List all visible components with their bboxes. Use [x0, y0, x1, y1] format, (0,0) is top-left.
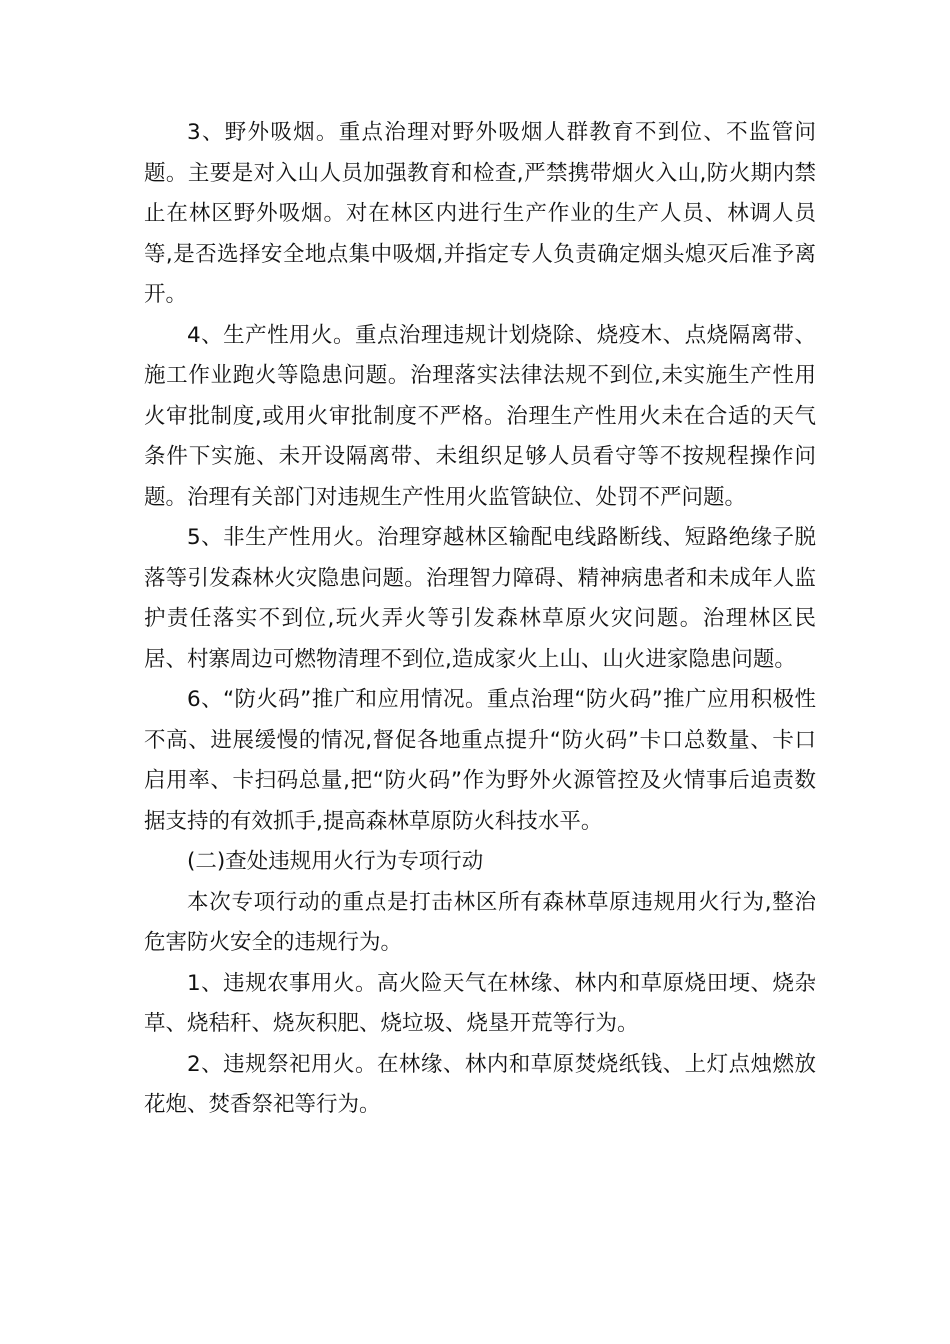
paragraph-item-4-production-fire: 4、生产性用火。重点治理违规计划烧除、烧疫木、点烧隔离带、施工作业跑火等隐患问题。治理落实法律法规不到位,未实施生产性用火审批制度,或用火审批制度不严格。治理生产性用火未在合适的天气条件下实施、未开设隔离带、未组织足够人员看守等不按规程操作问题。治理有关部门对违规生产性用火监管缺位、处罚不严问题。	[144, 322, 816, 510]
paragraph-item-5-non-production-fire: 5、非生产性用火。治理穿越林区输配电线路断线、短路绝缘子脱落等引发森林火灾隐患问题。治理智力障碍、精神病患者和未成年人监护责任落实不到位,玩火弄火等引发森林草原火灾问题。治理林区民居、村寨周边可燃物清理不到位,造成家火上山、山火进家隐患问题。	[144, 525, 816, 672]
paragraph-action-focus: 本次专项行动的重点是打击林区所有森林草原违规用火行为,整治危害防火安全的违规行为。	[144, 889, 816, 955]
section-heading-special-action: (二)查处违规用火行为专项行动	[187, 849, 484, 874]
paragraph-item-3-outdoor-smoking: 3、野外吸烟。重点治理对野外吸烟人群教育不到位、不监管问题。主要是对入山人员加强教育和检查,严禁携带烟火入山,防火期内禁止在林区野外吸烟。对在林区内进行生产作业的生产人员、林调人员等,是否选择安全地点集中吸烟,并指定专人负责确定烟头熄灭后准予离开。	[144, 120, 816, 307]
document-body	[144, 113, 816, 1126]
paragraph-item-2-ritual-fire: 2、违规祭祀用火。在林缘、林内和草原焚烧纸钱、上灯点烛燃放花炮、焚香祭祀等行为。	[144, 1051, 816, 1117]
paragraph-item-6-fire-code: 6、“防火码”推广和应用情况。重点治理“防火码”推广应用积极性不高、进展缓慢的情况,督促各地重点提升“防火码”卡口总数量、卡口启用率、卡扫码总量,把“防火码”作为野外火源管控及火情事后追责数据支持的有效抓手,提高森林草原防火科技水平。	[144, 687, 816, 834]
paragraph-item-1-farm-fire: 1、违规农事用火。高火险天气在林缘、林内和草原烧田埂、烧杂草、烧秸秆、烧灰积肥、烧垃圾、烧垦开荒等行为。	[144, 970, 816, 1036]
